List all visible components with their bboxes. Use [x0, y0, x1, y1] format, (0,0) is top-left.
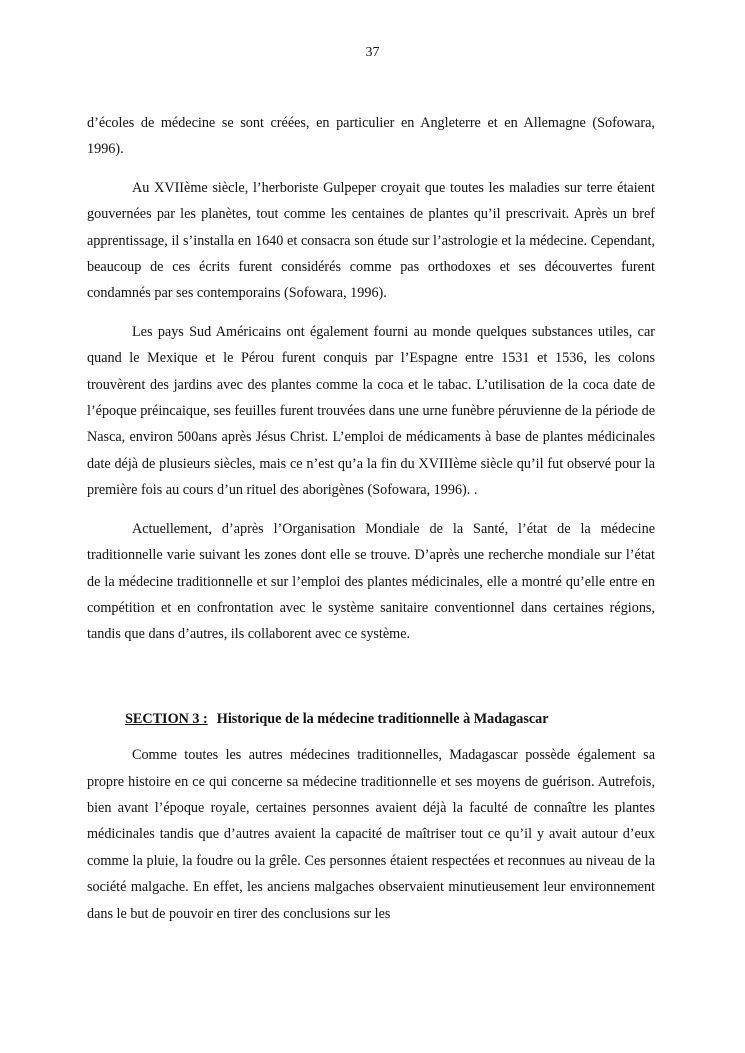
section-label: SECTION 3 :	[125, 710, 208, 727]
paragraph-south-america: Les pays Sud Américains ont également fourni au monde quelques substances utiles, car quand le Mexique et le Pérou furent conquis par l’Espagne entre 1531 et 1536, les colons trouvèrent des jardins avec des plantes comme la coca et le tabac. L’utilisation de la coca date de l’époque préincaique, ses feuilles furent trouvées dans une urne funèbre péruvienne de la période de Nasca, environ 500ans après Jésus Christ. L’emploi de médicaments à base de plantes médicinales date déjà de plusieurs siècles, mais ce n’est qu’a la fin du XVIIIème siècle qu’il fut observé pour la première fois au cours d’un rituel des aborigènes (Sofowara, 1996). .	[87, 323, 655, 499]
paragraph-gulpeper: Au XVIIème siècle, l’herboriste Gulpeper croyait que toutes les maladies sur terre étaient gouvernées par les planètes, tout comme les centaines de plantes qu’il prescrivait. Après un bref apprentissage, il s’installa en 1640 et consacra son étude sur l’astrologie et la médecine. Cependant, beaucoup de ces écrits furent considérés comme pas orthodoxes et ses découvertes furent condamnés par ses contemporains (Sofowara, 1996).	[87, 179, 655, 302]
paragraph-oms: Actuellement, d’après l’Organisation Mondiale de la Santé, l’état de la médecine traditionnelle varie suivant les zones dont elle se trouve. D’après une recherche mondiale sur l’état de la médecine traditionnelle et sur l’emploi des plantes médicinales, elle a montré qu’elle entre en compétition et en confrontation avec le système sanitaire conventionnel dans certaines régions, tandis que dans d’autres, ils collaborent avec ce système.	[87, 520, 655, 643]
document-body	[87, 110, 655, 927]
section-title: Historique de la médecine traditionnelle à Madagascar	[216, 710, 549, 727]
paragraph-continuation: d’écoles de médecine se sont créées, en particulier en Angleterre et en Allemagne (Sofowara, 1996).	[87, 115, 655, 158]
section-heading	[125, 706, 655, 732]
paragraph-madagascar: Comme toutes les autres médecines traditionnelles, Madagascar possède également sa propre histoire en ce qui concerne sa médecine traditionnelle et ses moyens de guérison. Autrefois, bien avant l’époque royale, certaines personnes avaient déjà la faculté de connaître les plantes médicinales tandis que d’autres avaient la capacité de maîtriser tout ce qu’il y avait autour d’eux comme la pluie, la foudre ou la grêle. Ces personnes étaient respectées et reconnues au niveau de la société malgache. En effet, les anciens malgaches observaient minutieusement leur environnement dans le but de pouvoir en tirer des conclusions sur les	[87, 747, 655, 922]
page-number: 37	[365, 45, 380, 60]
